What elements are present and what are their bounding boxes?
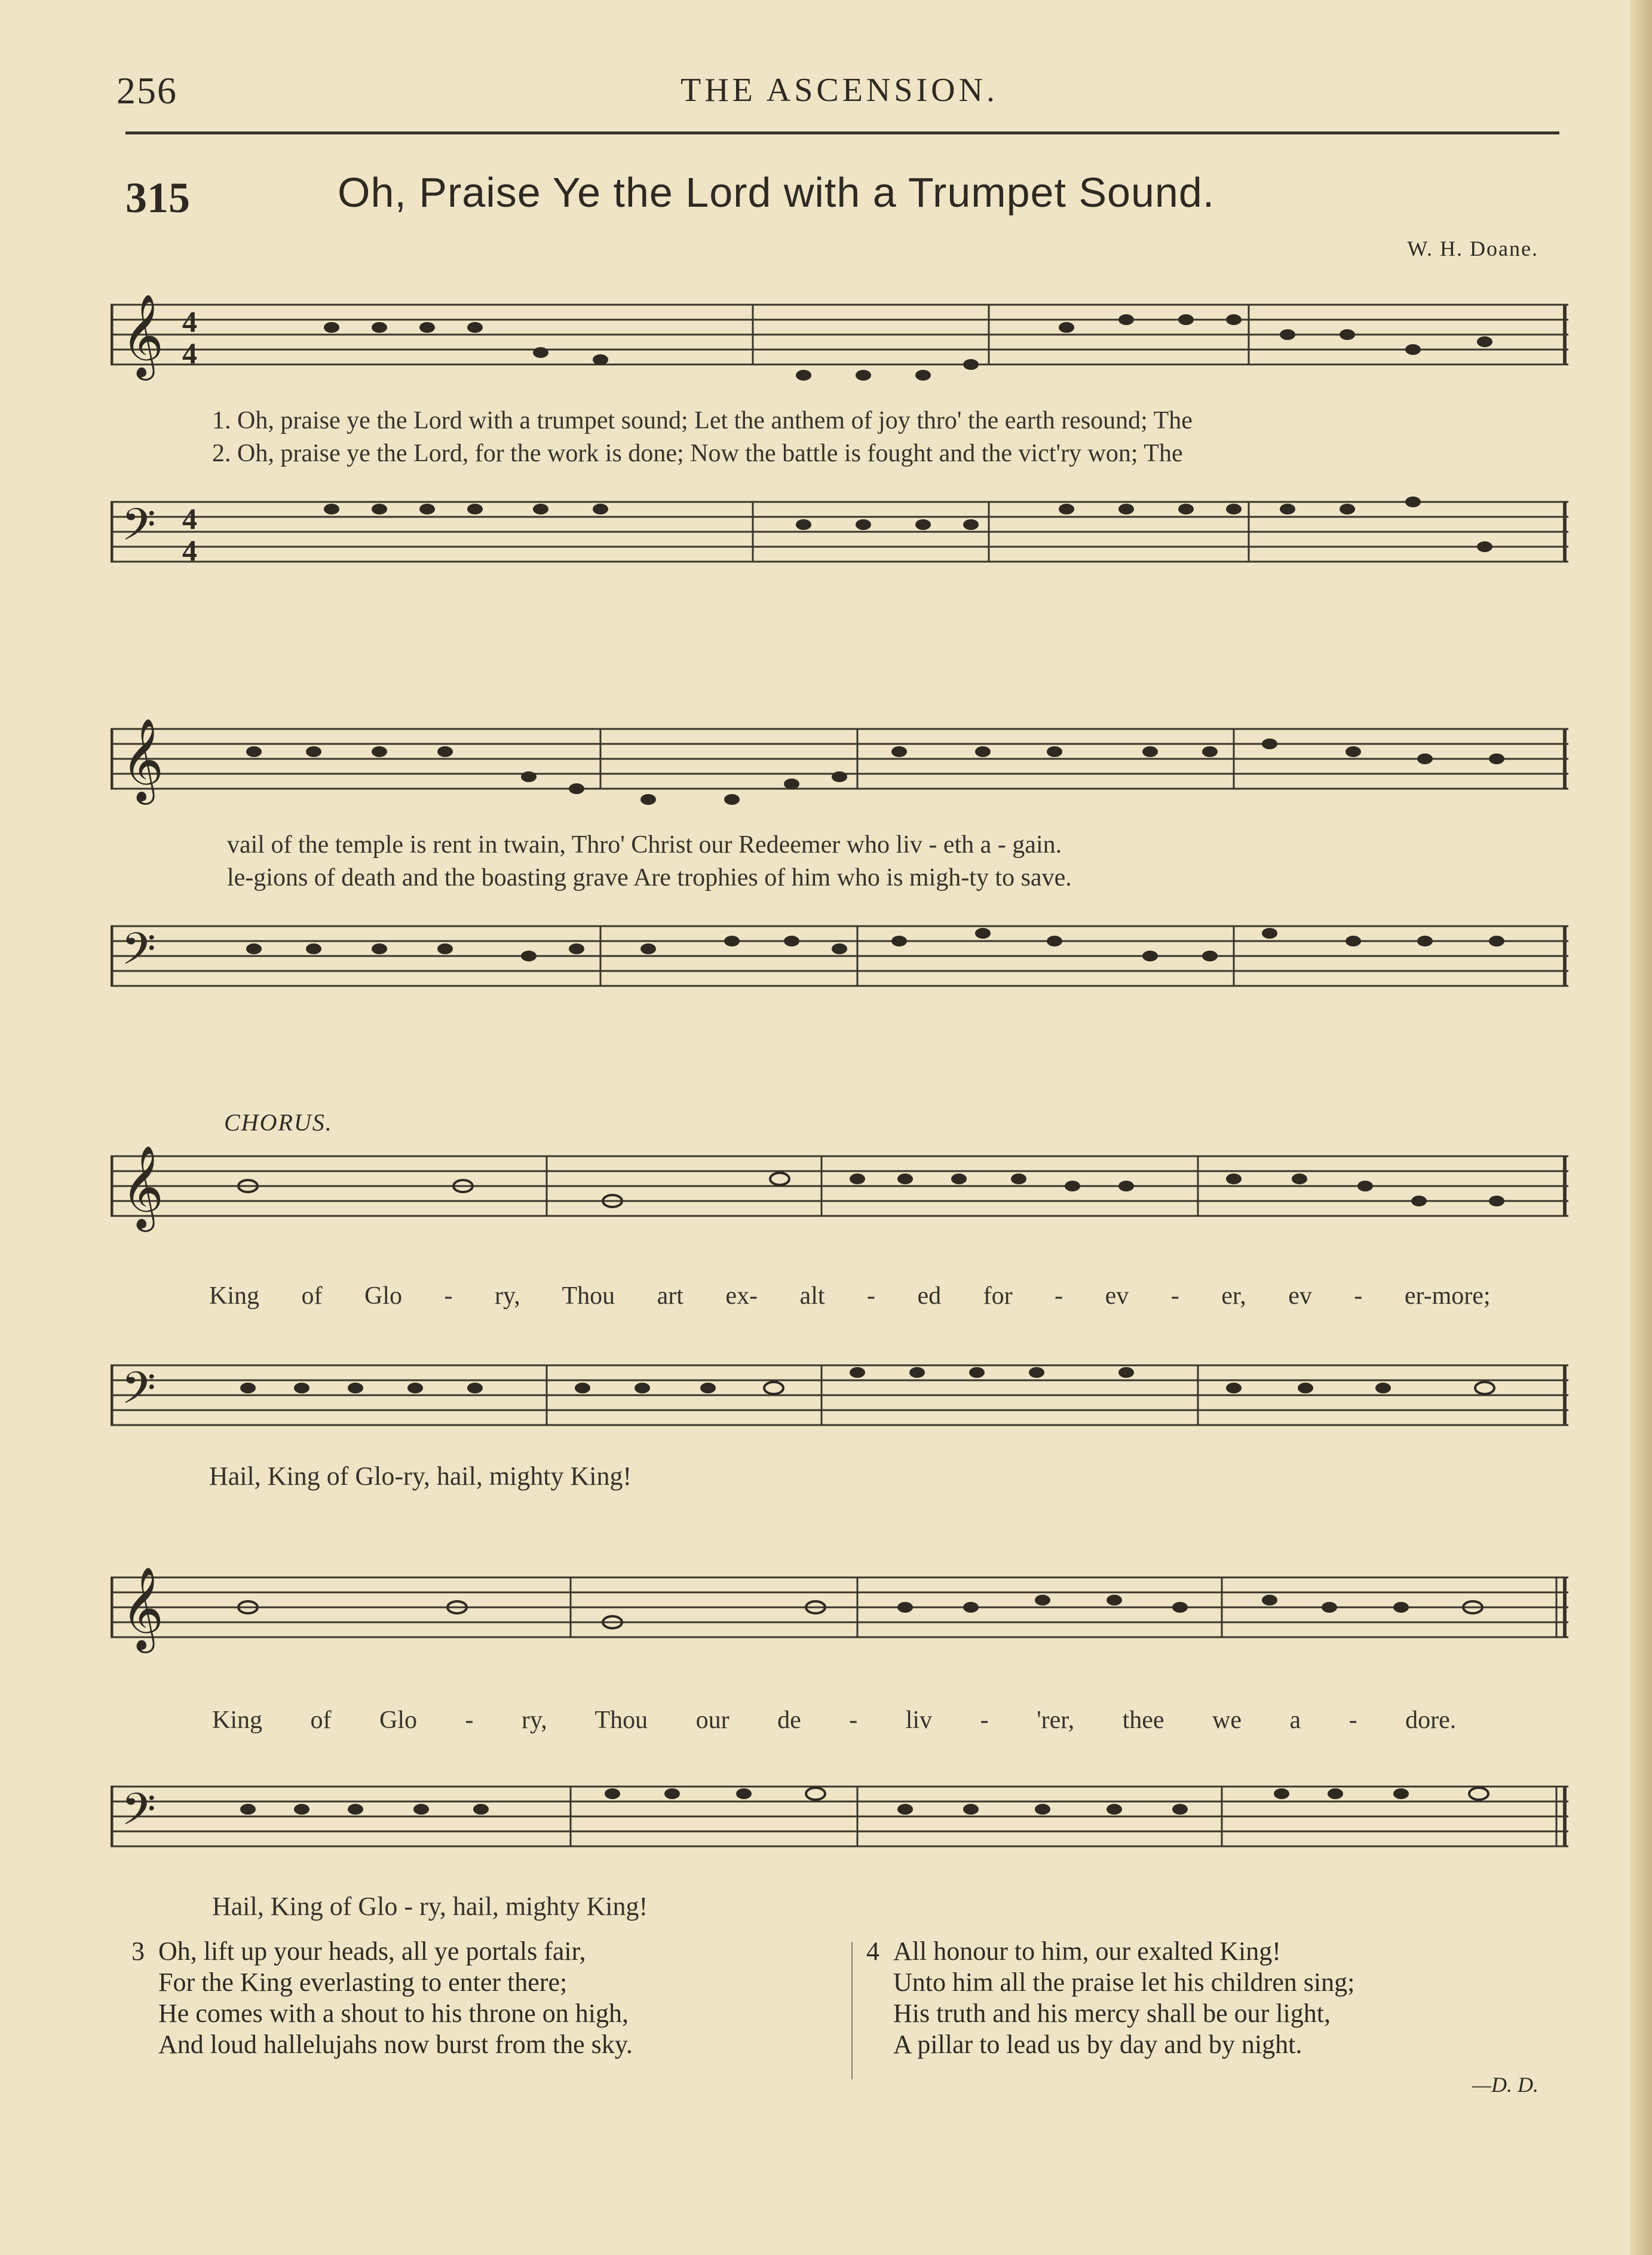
svg-text:4: 4 bbox=[182, 305, 197, 338]
svg-text:4: 4 bbox=[182, 502, 197, 535]
treble-staff bbox=[111, 1559, 1568, 1667]
treble-staff bbox=[111, 287, 1568, 394]
svg-text:4: 4 bbox=[182, 534, 197, 567]
lyric-line: le-gions of death and the boasting grave Are trophies of him who is migh-ty to save. bbox=[227, 864, 1072, 891]
hymn-number: 315 bbox=[125, 174, 190, 222]
page-header bbox=[117, 69, 1562, 117]
lyric-line: King of Glo - ry, Thou our de - liv - 'rer, thee we a - dore. bbox=[212, 1706, 1457, 1734]
author-initials: —D. D. bbox=[1472, 2073, 1538, 2097]
treble-staff bbox=[111, 1138, 1568, 1246]
lyric-line: King of Glo - ry, Thou art ex- alt - ed for - ev - er, ev - er-more; bbox=[209, 1282, 1491, 1310]
music-system-4 bbox=[111, 1542, 1568, 1924]
svg-text:𝄞: 𝄞 bbox=[121, 1567, 164, 1650]
bass-staff bbox=[111, 1347, 1568, 1455]
verse-line: A pillar to lead us by day and by night. bbox=[893, 2030, 1302, 2059]
lyric-line: 2. Oh, praise ye the Lord, for the work is done; Now the battle is fought and the vict'ry won; The bbox=[212, 440, 1183, 467]
svg-text:𝄞: 𝄞 bbox=[121, 718, 164, 801]
verse-line: Oh, lift up your heads, all ye portals fair, bbox=[158, 1937, 586, 1966]
header-rule bbox=[125, 131, 1559, 134]
verse-line: Unto him all the praise let his children sing; bbox=[893, 1968, 1355, 1997]
svg-text:𝄞: 𝄞 bbox=[121, 294, 164, 377]
verse-line: His truth and his mercy shall be our light, bbox=[893, 1999, 1331, 2028]
composer-credit: W. H. Doane. bbox=[1407, 237, 1538, 261]
bass-staff bbox=[111, 908, 1568, 1016]
music-system-2 bbox=[111, 681, 1568, 1052]
verse-3 bbox=[131, 1936, 633, 2060]
running-title: THE ASCENSION. bbox=[680, 72, 999, 109]
additional-verses bbox=[125, 1936, 1559, 2115]
lyric-line: 1. Oh, praise ye the Lord with a trumpet sound; Let the anthem of joy thro' the earth resound; The bbox=[212, 407, 1193, 434]
page-edge bbox=[1630, 0, 1652, 2255]
bass-lyric: Hail, King of Glo-ry, hail, mighty King! bbox=[209, 1462, 632, 1491]
svg-text:𝄞: 𝄞 bbox=[121, 1145, 164, 1228]
treble-staff bbox=[111, 711, 1568, 819]
verse-number: 3 bbox=[131, 1937, 145, 1966]
verse-4 bbox=[866, 1936, 1355, 2060]
svg-text:𝄢: 𝄢 bbox=[121, 1784, 156, 1846]
chorus-label: CHORUS. bbox=[224, 1109, 333, 1136]
music-system-chorus bbox=[111, 1108, 1568, 1503]
svg-text:𝄢: 𝄢 bbox=[121, 499, 156, 562]
lyric-line: vail of the temple is rent in twain, Thro' Christ our Redeemer who liv - eth a - gain. bbox=[227, 831, 1062, 859]
verse-line: He comes with a shout to his throne on high, bbox=[158, 1999, 629, 2028]
bass-staff bbox=[111, 484, 1568, 592]
hymn-title: Oh, Praise Ye the Lord with a Trumpet Sound. bbox=[338, 169, 1215, 216]
verse-line: All honour to him, our exalted King! bbox=[893, 1937, 1281, 1966]
music-system-1 bbox=[111, 257, 1568, 627]
svg-text:𝄢: 𝄢 bbox=[121, 923, 156, 986]
verse-divider bbox=[851, 1942, 853, 2079]
svg-text:4: 4 bbox=[182, 336, 197, 370]
verse-number: 4 bbox=[866, 1937, 879, 1966]
bass-lyric: Hail, King of Glo - ry, hail, mighty King! bbox=[212, 1892, 648, 1921]
page-number: 256 bbox=[117, 69, 177, 112]
svg-text:𝄢: 𝄢 bbox=[121, 1362, 156, 1425]
verse-line: And loud hallelujahs now burst from the sky. bbox=[158, 2030, 633, 2059]
bass-staff bbox=[111, 1769, 1568, 1876]
verse-line: For the King everlasting to enter there; bbox=[158, 1968, 568, 1997]
